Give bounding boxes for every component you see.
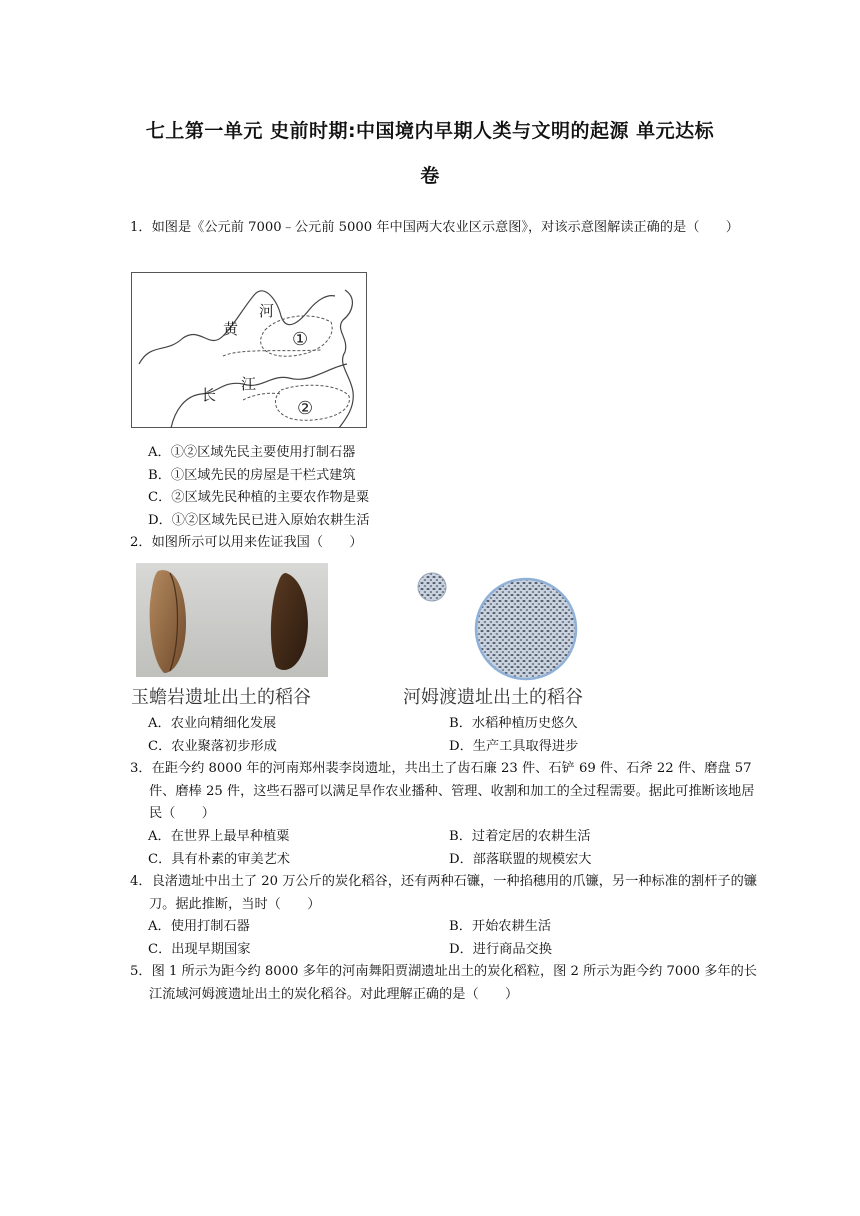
question-2-option-b: B．水稻种植历史悠久 bbox=[449, 716, 578, 731]
map-label-he: 河 bbox=[259, 302, 275, 320]
question-4-stem: 4．良渚遗址中出土了 20 万公斤的炭化稻谷，还有两种石镰，一种掐穗用的爪镰，另一种标准的割杆子的镰刀。据此推断，当时（ ） bbox=[130, 874, 757, 912]
question-1-stem: 1．如图是《公元前 7000﹣公元前 5000 年中国两大农业区示意图》，对该示意图解读正确的是（ ） bbox=[130, 220, 739, 235]
map-label-zone-2: ② bbox=[297, 398, 314, 419]
question-1-option-c: C．②区域先民种植的主要农作物是粟 bbox=[148, 490, 370, 505]
question-5-stem: 5．图 1 所示为距今约 8000 多年的河南舞阳贾湖遗址出土的炭化稻粒，图 2 所示为距今约 7000 多年的长江流域河姆渡遗址出土的炭化稻谷。对此理解正确的是（ ） bbox=[130, 964, 757, 1002]
question-1-option-b: B．①区域先民的房屋是干栏式建筑 bbox=[148, 468, 356, 483]
question-4-option-c: C．出现早期国家 bbox=[148, 942, 251, 957]
yuchanyan-rice-photo bbox=[136, 563, 328, 677]
map-label-chang: 长 bbox=[201, 386, 217, 404]
hemudu-rice-photo bbox=[414, 569, 584, 681]
map-label-zone-1: ① bbox=[292, 329, 309, 350]
question-2-option-a: A．农业向精细化发展 bbox=[148, 716, 277, 731]
question-3-stem: 3．在距今约 8000 年的河南郑州裴李岗遗址，共出土了齿石廉 23 件、石铲 69 件、石斧 22 件、磨盘 57 件、磨棒 25 件，这些石器可以满足旱作农业播种、管理、收割和加工的全过程需要。据此可推断该地居民（ ） bbox=[130, 761, 755, 822]
question-4-option-d: D．进行商品交换 bbox=[449, 942, 552, 957]
question-1-option-d: D．①②区域先民已进入原始农耕生活 bbox=[148, 513, 370, 528]
yuchanyan-caption: 玉蟾岩遗址出土的稻谷 bbox=[131, 687, 311, 708]
question-3-option-a: A．在世界上最早种植粟 bbox=[148, 829, 290, 844]
question-4-option-b: B．开始农耕生活 bbox=[449, 919, 552, 934]
map-label-huang: 黄 bbox=[223, 320, 239, 338]
agriculture-zones-map bbox=[131, 272, 367, 428]
question-3-option-b: B．过着定居的农耕生活 bbox=[449, 829, 591, 844]
question-2-stem: 2．如图所示可以用来佐证我国（ ） bbox=[130, 535, 363, 550]
map-label-jiang: 江 bbox=[241, 375, 257, 393]
question-2-option-d: D．生产工具取得进步 bbox=[449, 739, 579, 754]
page-title: 七上第一单元 史前时期:中国境内早期人类与文明的起源 单元达标 bbox=[145, 120, 715, 142]
question-2-option-c: C．农业聚落初步形成 bbox=[148, 739, 277, 754]
hemudu-caption: 河姆渡遗址出土的稻谷 bbox=[403, 687, 583, 708]
question-1-option-a: A．①②区域先民主要使用打制石器 bbox=[148, 445, 356, 460]
page-title-continued: 卷 bbox=[420, 165, 440, 187]
question-4-option-a: A．使用打制石器 bbox=[148, 919, 250, 934]
question-3-option-c: C．具有朴素的审美艺术 bbox=[148, 852, 290, 867]
question-3-option-d: D．部落联盟的规模宏大 bbox=[449, 852, 592, 867]
